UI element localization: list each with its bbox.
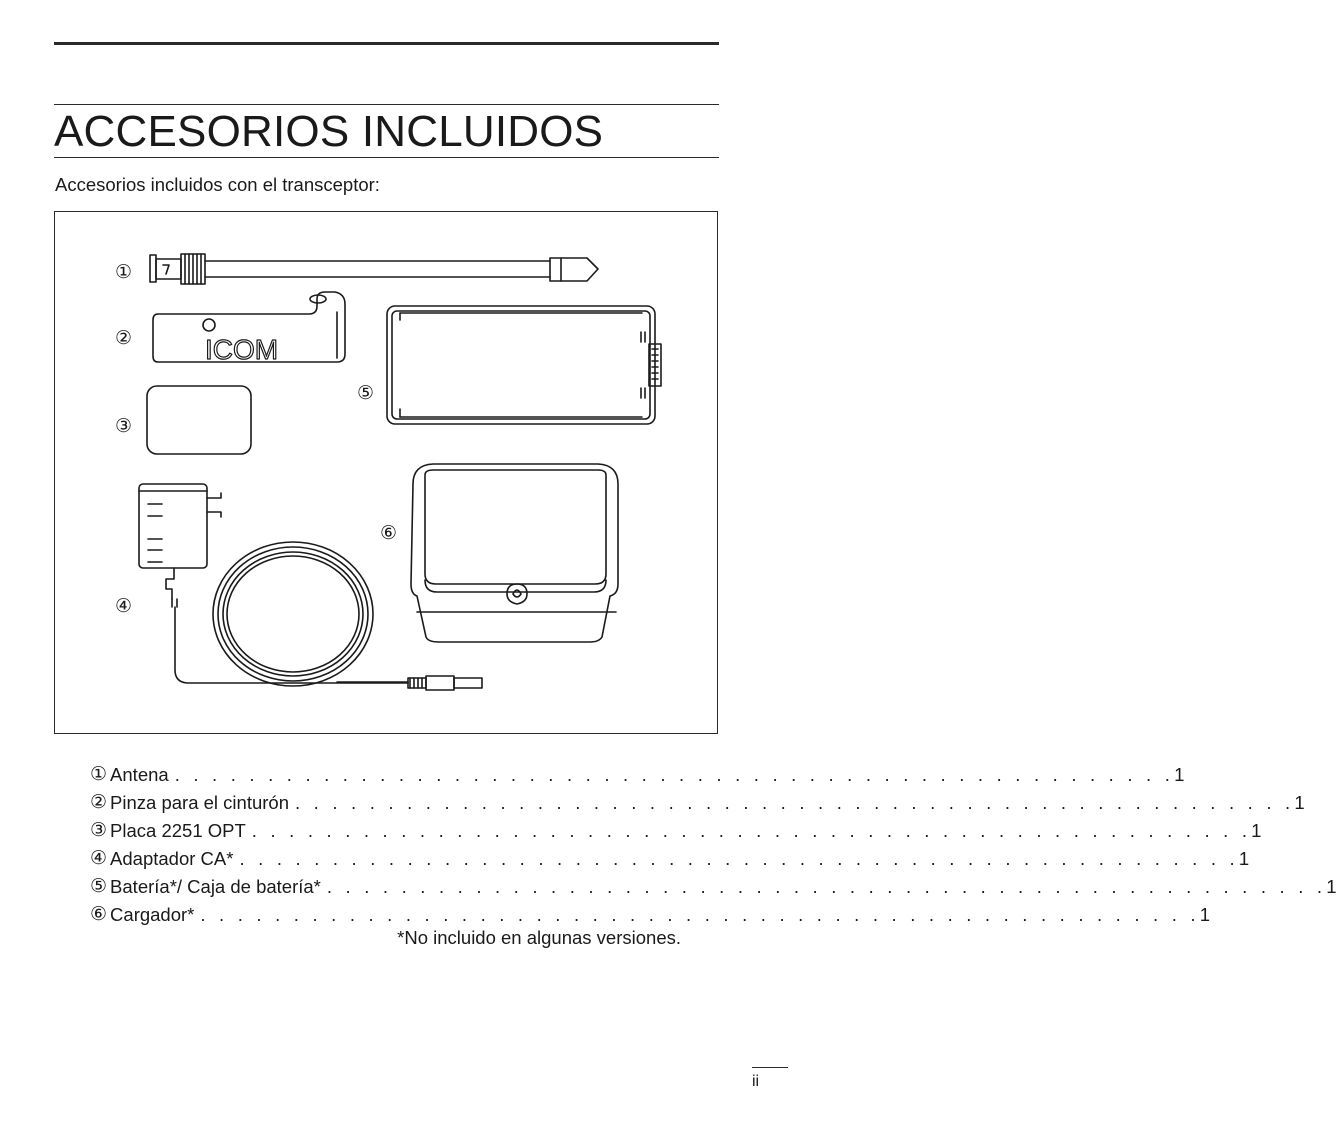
dot-leader: . . . . . . . . . . . . . . . . . . . . . . . . . . . . . . . . . . . . . . . . . . . . . . . . . . . . . . <box>174 764 1175 785</box>
dot-leader: . . . . . . . . . . . . . . . . . . . . . . . . . . . . . . . . . . . . . . . . . . . . . . . . . . . . . . <box>326 876 1327 897</box>
callout-1: ① <box>115 261 133 283</box>
item-quantity: 1 <box>1294 792 1305 813</box>
page-number: ii <box>752 1073 760 1090</box>
charger-drawing <box>411 464 618 642</box>
item-label: Pinza para el cinturón <box>110 792 289 813</box>
item-quantity: 1 <box>1238 848 1250 869</box>
item-label: Adaptador CA* <box>110 848 234 869</box>
dot-leader: . . . . . . . . . . . . . . . . . . . . . . . . . . . . . . . . . . . . . . . . . . . . . . . . . . . . . . <box>239 848 1239 869</box>
item-number: ⑤ <box>90 876 108 897</box>
item-number: ④ <box>90 848 108 869</box>
item-number: ① <box>90 764 108 785</box>
accessory-list <box>90 758 1337 926</box>
callout-5: ⑤ <box>357 382 375 404</box>
callout-6: ⑥ <box>380 522 398 544</box>
item-label: Cargador* <box>110 904 195 925</box>
plate-drawing <box>147 386 251 454</box>
callout-4: ④ <box>115 595 133 617</box>
battery-drawing <box>387 306 661 424</box>
footnote: *No incluido en algunas versiones. <box>397 927 681 948</box>
callout-2: ② <box>115 327 133 349</box>
item-label: Antena <box>110 764 169 785</box>
item-label: Batería*/ Caja de batería* <box>110 876 321 897</box>
dot-leader: . . . . . . . . . . . . . . . . . . . . . . . . . . . . . . . . . . . . . . . . . . . . . . . . . . . . . . <box>295 792 1295 813</box>
item-quantity: 1 <box>1199 904 1211 925</box>
item-quantity: 1 <box>1326 876 1337 897</box>
belt-clip-drawing <box>153 292 345 365</box>
dot-leader: . . . . . . . . . . . . . . . . . . . . . . . . . . . . . . . . . . . . . . . . . . . . . . . . . . . . . . <box>251 820 1252 841</box>
list-item <box>90 870 1337 898</box>
list-item <box>90 758 1185 786</box>
item-number: ② <box>90 792 108 813</box>
intro-text: Accesorios incluidos con el transceptor: <box>55 174 380 195</box>
brand-logo-text: ICOM <box>205 334 279 365</box>
callout-3: ③ <box>115 415 133 437</box>
title-bottom-rule <box>54 157 719 158</box>
list-item <box>90 814 1262 842</box>
item-quantity: 1 <box>1251 820 1262 841</box>
item-number: ⑥ <box>90 904 108 925</box>
item-label: Placa 2251 OPT <box>110 820 246 841</box>
item-quantity: 1 <box>1174 764 1185 785</box>
antenna-drawing <box>150 254 598 284</box>
ac-adapter-drawing <box>139 484 482 690</box>
accessories-illustration <box>54 211 718 734</box>
top-rule <box>54 42 719 45</box>
list-item <box>90 786 1305 814</box>
item-number: ③ <box>90 820 108 841</box>
list-item <box>90 898 1211 926</box>
list-item <box>90 842 1250 870</box>
dot-leader: . . . . . . . . . . . . . . . . . . . . . . . . . . . . . . . . . . . . . . . . . . . . . . . . . . . . . . <box>200 904 1200 925</box>
page-title: ACCESORIOS INCLUIDOS <box>54 107 604 156</box>
page-number-rule <box>752 1067 788 1068</box>
